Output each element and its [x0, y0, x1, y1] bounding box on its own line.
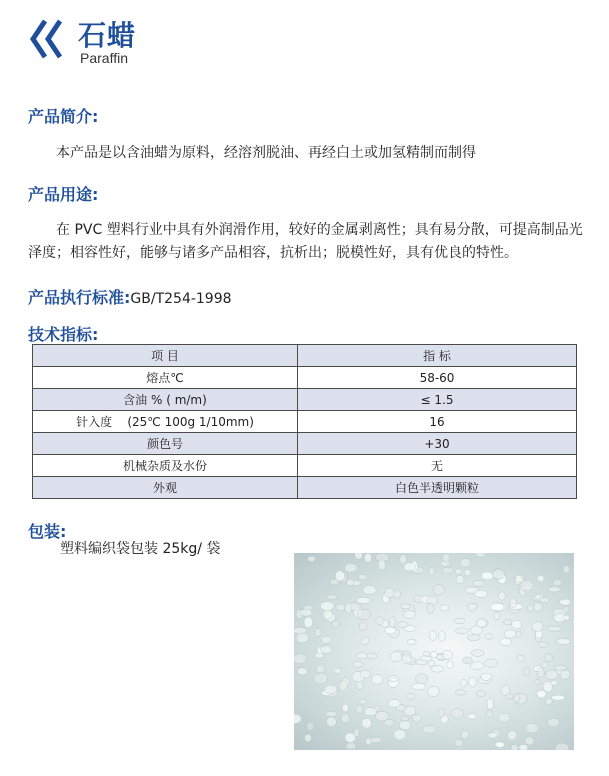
granule: [360, 699, 367, 704]
granule: [298, 668, 308, 675]
granule: [446, 661, 453, 668]
granule: [442, 567, 453, 574]
granule: [488, 733, 498, 739]
granule: [316, 665, 325, 673]
granule: [487, 699, 494, 710]
granule: [563, 606, 570, 612]
granule: [541, 662, 548, 668]
granule: [404, 563, 416, 571]
granule: [397, 622, 408, 628]
granule: [455, 569, 462, 574]
table-cell: 含油 % ( m/m): [33, 389, 298, 411]
granule: [493, 570, 505, 580]
granule: [476, 690, 485, 697]
granule: [356, 681, 363, 689]
granule: [305, 734, 312, 742]
granule: [456, 628, 469, 634]
granule: [442, 554, 449, 563]
usage-text: 在 PVC 塑料行业中具有外润滑作用，较好的金属剥离性；具有易分散，可提高制品光泽度；相容性好，能够与诸多产品相容，抗析出；脱模性好，具有优良的特性。: [28, 222, 583, 261]
granule: [431, 665, 443, 672]
granule: [326, 711, 337, 716]
granule: [551, 680, 558, 685]
granule: [412, 683, 426, 690]
granule: [326, 717, 336, 727]
table-row: [33, 389, 577, 411]
granule: [494, 612, 500, 620]
granule: [504, 619, 512, 625]
granule: [505, 694, 513, 699]
granule: [456, 575, 464, 583]
granule: [394, 729, 406, 740]
granule: [482, 572, 494, 580]
granule: [355, 553, 363, 559]
granule: [357, 653, 368, 659]
standard-value: GB/T254-1998: [130, 291, 232, 307]
granule: [525, 737, 534, 745]
granule: [294, 627, 307, 633]
granule: [438, 708, 444, 717]
granule: [460, 558, 470, 567]
granule: [352, 662, 363, 668]
granule: [427, 686, 439, 696]
granule: [553, 580, 561, 586]
granule: [524, 667, 530, 676]
standard-line: [28, 285, 232, 308]
granule: [520, 580, 533, 591]
granule: [512, 620, 522, 628]
table-cell: 白色半透明颗粒: [298, 477, 577, 499]
granule: [533, 603, 542, 611]
table-row: [33, 433, 577, 455]
granule: [327, 594, 337, 600]
granule: [300, 609, 312, 616]
granule: [294, 714, 301, 724]
granule: [537, 668, 544, 678]
paraffin-granules-photo: [294, 553, 574, 750]
granule: [384, 720, 395, 727]
granule: [532, 622, 543, 632]
specs-heading: 技术指标:: [28, 325, 99, 344]
granule: [433, 585, 444, 596]
granule: [307, 722, 314, 730]
granule: [429, 631, 437, 641]
table-cell: 无: [298, 455, 577, 477]
granule: [390, 652, 402, 662]
granule: [455, 690, 466, 695]
table-row: [33, 477, 577, 499]
granule: [308, 556, 316, 562]
table-cell: 颜色号: [33, 433, 298, 455]
intro-text: 本产品是以含油蜡为原料，经溶剂脱油、再经白土或加氢精制而制得: [56, 145, 476, 161]
granule: [403, 611, 416, 619]
granule: [556, 639, 570, 645]
granule: [464, 569, 471, 576]
granule: [508, 730, 517, 740]
granule: [342, 704, 348, 712]
granule: [504, 630, 516, 638]
granule: [438, 631, 445, 641]
granule: [296, 633, 308, 643]
granule: [358, 574, 367, 579]
granule: [423, 725, 437, 733]
granule: [341, 714, 349, 723]
granule: [315, 629, 322, 637]
granule: [517, 655, 524, 661]
table-cell: ≤ 1.5: [298, 389, 577, 411]
granule: [548, 587, 560, 592]
granule: [424, 651, 431, 657]
granule: [332, 621, 340, 627]
granule: [356, 705, 363, 714]
granule: [500, 638, 512, 645]
granule: [467, 603, 477, 611]
table-cell: +30: [298, 433, 577, 455]
granule: [539, 642, 548, 648]
table-header-row: [33, 345, 577, 367]
granule: [495, 742, 505, 747]
granule: [548, 626, 561, 631]
granule: [416, 674, 428, 685]
granule: [362, 637, 369, 645]
standard-heading: 产品执行标准:: [28, 288, 131, 307]
granule: [359, 622, 367, 631]
intro-heading: 产品简介:: [28, 107, 99, 126]
granule: [537, 690, 547, 699]
granule: [498, 592, 505, 600]
table-cell: 58-60: [298, 367, 577, 389]
granule: [400, 555, 407, 564]
granule: [474, 590, 488, 597]
usage-heading: 产品用途:: [28, 185, 99, 204]
page-title: 石蜡: [78, 19, 137, 52]
granule: [563, 615, 569, 620]
granule: [388, 699, 400, 707]
granule: [371, 675, 383, 685]
granule: [361, 670, 370, 678]
granule: [346, 742, 356, 749]
granule: [366, 653, 377, 659]
double-chevron-left-icon: [28, 18, 68, 60]
granule: [454, 618, 465, 624]
granule: [364, 708, 376, 716]
granule: [451, 709, 464, 719]
table-header-cell: 项 目: [33, 345, 298, 367]
table-row: [33, 455, 577, 477]
granule: [490, 603, 504, 611]
granule: [304, 617, 313, 628]
table-cell: 16: [298, 411, 577, 433]
granule: [469, 677, 477, 687]
granule: [548, 718, 560, 727]
granule: [560, 670, 570, 679]
granule: [498, 713, 510, 722]
granule: [471, 650, 484, 657]
granule: [321, 636, 331, 643]
granule: [334, 668, 341, 673]
granule: [324, 685, 337, 694]
granule: [400, 604, 411, 609]
granule: [555, 743, 568, 750]
table-row: [33, 411, 577, 433]
granule: [467, 635, 480, 641]
granule: [534, 679, 540, 684]
granule: [336, 604, 346, 611]
granule: [473, 580, 484, 586]
granule: [471, 662, 484, 670]
granule: [539, 598, 549, 603]
granule: [519, 744, 528, 750]
granule: [545, 654, 553, 662]
granule: [440, 605, 449, 611]
granule: [385, 588, 395, 598]
granule: [347, 579, 354, 585]
granule: [460, 680, 467, 687]
table-cell: 针入度 (25℃ 100g 1/10mm): [33, 411, 298, 433]
granule: [429, 567, 435, 575]
table-cell: 机械杂质及水份: [33, 455, 298, 477]
granule: [363, 585, 376, 594]
granule: [455, 740, 463, 747]
granule: [370, 737, 382, 743]
granule: [385, 627, 396, 634]
granule: [362, 718, 372, 728]
granule: [427, 604, 434, 614]
packaging-text: 塑料编织袋包装 25kg/ 袋: [60, 541, 221, 557]
granule: [378, 560, 385, 570]
granule: [365, 553, 372, 562]
granule: [514, 694, 520, 703]
granule: [321, 646, 332, 654]
granule: [407, 639, 416, 644]
granule: [467, 714, 477, 719]
granule: [403, 654, 412, 664]
granule: [406, 693, 415, 699]
granule: [314, 673, 328, 684]
granule: [475, 553, 485, 557]
granule: [387, 675, 399, 681]
granule: [443, 650, 453, 660]
granule: [485, 634, 494, 640]
granule: [476, 619, 486, 627]
granule: [551, 695, 564, 700]
granule: [376, 617, 384, 625]
granule: [485, 659, 498, 667]
table-row: [33, 367, 577, 389]
granule: [345, 603, 352, 613]
granule: [335, 571, 344, 581]
granule: [486, 711, 493, 718]
granule: [412, 714, 422, 722]
granule: [320, 602, 334, 611]
granule: [511, 744, 518, 750]
granule: [461, 731, 468, 740]
spec-table: [32, 344, 577, 499]
granule: [481, 673, 492, 680]
granule: [399, 721, 411, 730]
granule: [510, 598, 517, 608]
granule: [526, 723, 538, 733]
granule: [431, 652, 438, 658]
table-cell: 外观: [33, 477, 298, 499]
granule: [357, 597, 371, 603]
granule: [501, 685, 510, 695]
granule: [537, 575, 544, 581]
page-subtitle: Paraffin: [80, 50, 128, 66]
granule: [462, 657, 472, 664]
packaging-heading: 包装:: [28, 522, 67, 541]
granule: [345, 563, 358, 572]
granule: [294, 654, 306, 664]
granule: [554, 665, 567, 670]
table-cell: 熔点℃: [33, 367, 298, 389]
granule: [339, 681, 347, 691]
granule: [427, 596, 437, 605]
granule: [527, 605, 533, 612]
table-header-cell: 指 标: [298, 345, 577, 367]
granule: [357, 609, 370, 620]
granule: [560, 599, 571, 605]
granule: [563, 566, 570, 574]
granule: [545, 698, 552, 704]
granule: [354, 728, 360, 736]
granule: [389, 617, 396, 628]
